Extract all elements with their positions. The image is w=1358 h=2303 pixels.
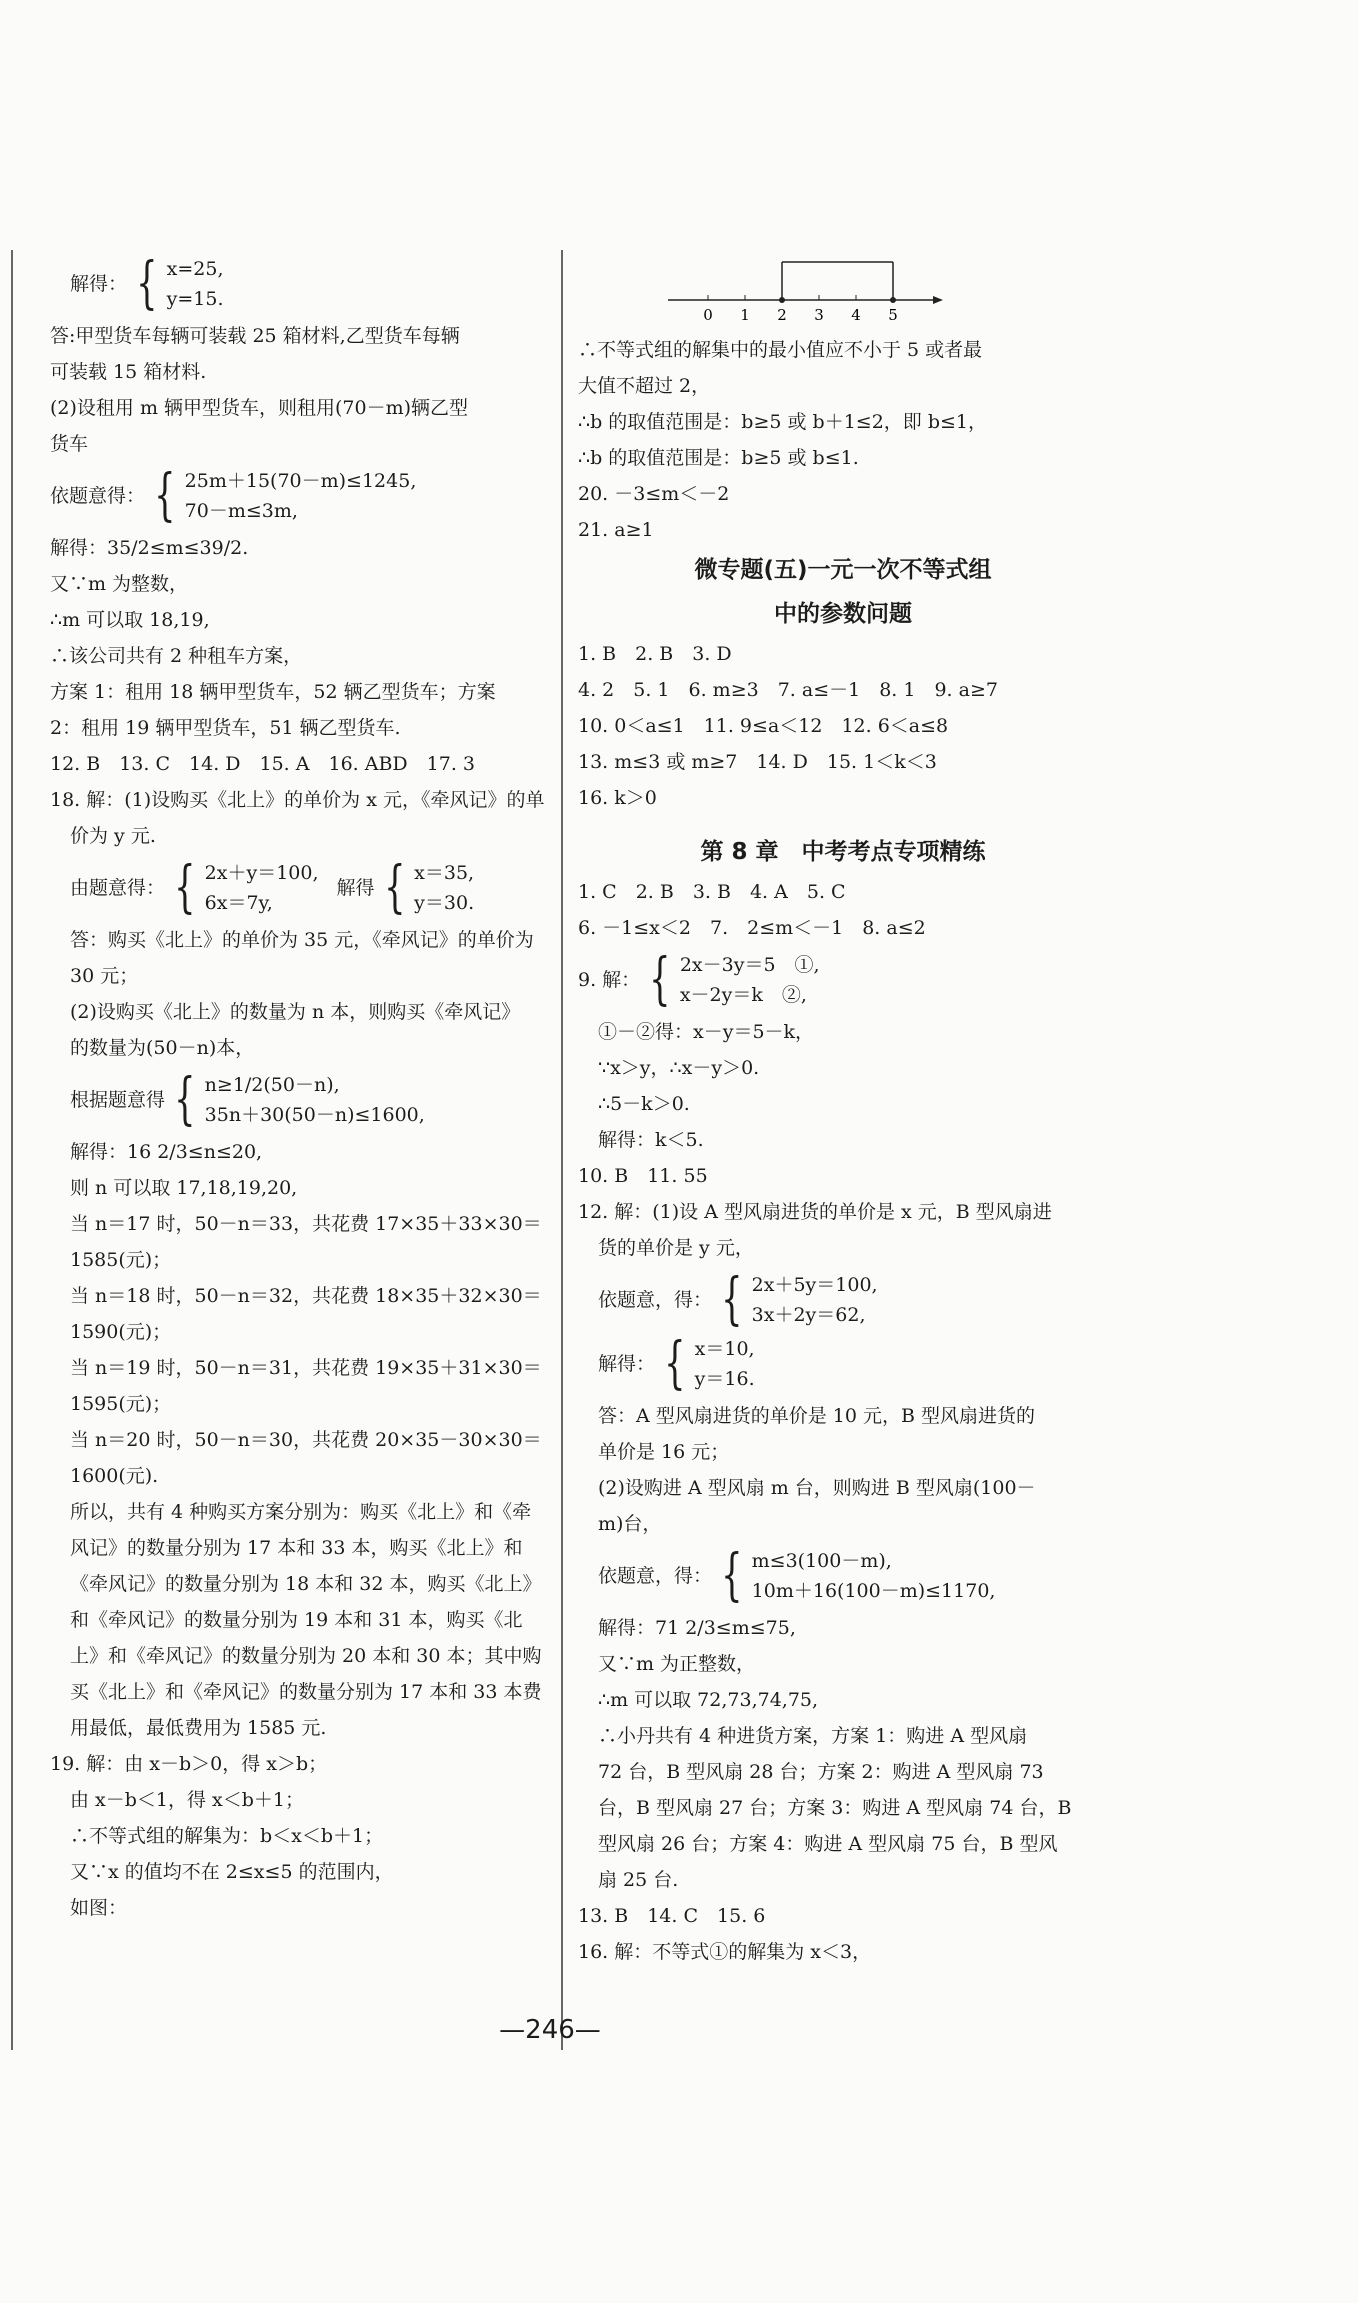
left-column xyxy=(50,250,555,1926)
tick-label: 4 xyxy=(851,306,861,324)
text-line: 18. 解：(1)设购买《北上》的单价为 x 元，《牵风记》的单 xyxy=(50,789,545,811)
text-line: 20. －3≤m＜－2 xyxy=(578,483,730,505)
chapter-heading: 第 8 章 中考考点专项精练 xyxy=(700,839,986,865)
brace: { xyxy=(721,1267,743,1332)
text-line: 10. 0＜a≤1 11. 9≤a＜12 12. 6＜a≤8 xyxy=(578,715,949,737)
equation: y=15. xyxy=(166,288,224,310)
column-divider xyxy=(561,250,563,2050)
tick-label: 2 xyxy=(777,306,787,324)
text-line: 1. C 2. B 3. B 4. A 5. C xyxy=(578,881,846,903)
equation: 10m＋16(100－m)≤1170, xyxy=(751,1580,996,1602)
equation: 6x＝7y, xyxy=(204,892,273,914)
brace: { xyxy=(174,855,196,920)
equation: y＝30. xyxy=(414,892,475,914)
text-line: 解得： xyxy=(598,1353,656,1375)
equation-system-7 xyxy=(578,1267,1108,1332)
tick-label: 0 xyxy=(703,306,713,324)
text-line: 当 n＝20 时，50－n＝30，共花费 20×35－30×30＝ xyxy=(70,1429,542,1451)
text-line: 由 x－b＜1，得 x＜b＋1； xyxy=(70,1789,305,1811)
text-line: 1590(元)； xyxy=(70,1321,172,1343)
text-line: 4. 2 5. 1 6. m≥3 7. a≤－1 8. 1 9. a≥7 xyxy=(578,679,998,701)
text-line: 大值不超过 2， xyxy=(578,375,711,397)
text-line: 19. 解：由 x－b＞0，得 x＞b； xyxy=(50,1753,328,1775)
text-line: 依题意，得： xyxy=(598,1289,713,1311)
text-line: 13. B 14. C 15. 6 xyxy=(578,1905,766,1927)
text-line: 72 台，B 型风扇 28 台；方案 2：购进 A 型风扇 73 xyxy=(598,1761,1044,1783)
text-line: 1. B 2. B 3. D xyxy=(578,643,732,665)
text-line: 答：购买《北上》的单价为 35 元，《牵风记》的单价为 xyxy=(70,929,534,951)
text-line: 当 n＝17 时，50－n＝33，共花费 17×35＋33×30＝ xyxy=(70,1213,542,1235)
section-heading: 中的参数问题 xyxy=(774,601,912,627)
text-line: ∴不等式组的解集为：b＜x＜b＋1； xyxy=(70,1825,384,1847)
text-line: 台，B 型风扇 27 台；方案 3：购进 A 型风扇 74 台，B xyxy=(598,1797,1072,1819)
text-line: 货车 xyxy=(50,433,89,455)
tick-label: 3 xyxy=(814,306,824,324)
text-line: ∴m 可以取 18,19, xyxy=(50,609,210,631)
tick-label: 1 xyxy=(740,306,750,324)
text-line: ①－②得：x－y＝5－k， xyxy=(598,1021,815,1043)
inequality-system-9 xyxy=(578,1543,1108,1608)
equation: 25m＋15(70－m)≤1245, xyxy=(184,470,417,492)
equation: y＝16. xyxy=(694,1368,755,1390)
brace: { xyxy=(154,463,176,528)
brace: { xyxy=(174,1067,196,1132)
equation: 35n＋30(50－n)≤1600, xyxy=(204,1104,425,1126)
section-heading: 微专题(五)一元一次不等式组 xyxy=(694,557,992,583)
text-line: 12. 解：(1)设 A 型风扇进货的单价是 x 元，B 型风扇进 xyxy=(578,1201,1052,1223)
text-line: 1600(元). xyxy=(70,1465,159,1487)
text-line: 扇 25 台. xyxy=(598,1869,679,1891)
text-line: 由题意得： xyxy=(70,877,166,899)
text-line: 型风扇 26 台；方案 4：购进 A 型风扇 75 台，B 型风 xyxy=(598,1833,1058,1855)
text-line: 10. B 11. 55 xyxy=(578,1165,708,1187)
text-line: 16. k＞0 xyxy=(578,787,657,809)
text-line: (2)设购买《北上》的数量为 n 本，则购买《牵风记》 xyxy=(70,1001,521,1023)
text-line: 解得：35/2≤m≤39/2. xyxy=(50,537,249,559)
text-line: 1585(元)； xyxy=(70,1249,172,1271)
text-line: ∴该公司共有 2 种租车方案， xyxy=(50,645,303,667)
tick-label: 5 xyxy=(888,306,898,324)
brace: { xyxy=(664,1331,686,1396)
equation: 3x＋2y＝62, xyxy=(751,1304,866,1326)
text-line: ∵x＞y，∴x－y＞0. xyxy=(598,1057,760,1079)
text-line: 答:甲型货车每辆可装载 25 箱材料,乙型货车每辆 xyxy=(50,325,460,347)
text-line: 根据题意得 xyxy=(70,1089,166,1111)
text-line: ∴5－k＞0. xyxy=(598,1093,690,1115)
text-line: 解得：16 2/3≤n≤20, xyxy=(70,1141,263,1163)
text-line: 30 元； xyxy=(70,965,139,987)
text-line: 单价是 16 元； xyxy=(598,1441,730,1463)
text-line: ∴b 的取值范围是：b≥5 或 b＋1≤2，即 b≤1， xyxy=(578,411,988,433)
text-line: m)台， xyxy=(598,1513,662,1535)
arrow-icon xyxy=(933,296,943,304)
equation-system-6 xyxy=(578,947,1108,1012)
text-line: 用最低，最低费用为 1585 元. xyxy=(70,1717,327,1739)
equation: 2x＋y＝100, xyxy=(204,862,319,884)
text-line: 2：租用 19 辆甲型货车，51 辆乙型货车. xyxy=(50,717,401,739)
equation-system-2 xyxy=(50,855,555,920)
text-line: 21. a≥1 xyxy=(578,519,654,541)
equation: 2x＋5y＝100, xyxy=(751,1274,878,1296)
text-line: 1595(元)； xyxy=(70,1393,172,1415)
number-line-figure xyxy=(668,254,958,324)
text-line: 又∵x 的值均不在 2≤x≤5 的范围内， xyxy=(70,1861,394,1883)
text-line: 13. m≤3 或 m≥7 14. D 15. 1＜k＜3 xyxy=(578,751,937,773)
text-line: 上》和《牵风记》的数量分别为 20 本和 30 本；其中购 xyxy=(70,1645,542,1667)
left-margin-rule xyxy=(11,250,13,2050)
page-number: —246— xyxy=(499,2015,601,2045)
text-line: ∴b 的取值范围是：b≥5 或 b≤1. xyxy=(578,447,859,469)
text-line: 依题意，得： xyxy=(598,1565,713,1587)
brace: { xyxy=(721,1543,743,1608)
text-line: 解得：71 2/3≤m≤75, xyxy=(598,1617,796,1639)
equation: x＝10, xyxy=(694,1338,755,1360)
equation: x－2y＝k ②, xyxy=(679,984,807,1006)
brace: { xyxy=(383,855,406,920)
text-line: 16. 解：不等式①的解集为 x＜3， xyxy=(578,1941,872,1963)
text-line: 方案 1：租用 18 辆甲型货车，52 辆乙型货车；方案 xyxy=(50,681,496,703)
equation: n≥1/2(50－n), xyxy=(204,1074,340,1096)
text-line: 可装载 15 箱材料. xyxy=(50,361,207,383)
text-line: 货的单价是 y 元， xyxy=(598,1237,754,1259)
text-line: 答：A 型风扇进货的单价是 10 元，B 型风扇进货的 xyxy=(598,1405,1036,1427)
brace: { xyxy=(649,947,671,1012)
text-line: 价为 y 元. xyxy=(70,825,156,847)
text-line: 当 n＝18 时，50－n＝32，共花费 18×35＋32×30＝ xyxy=(70,1285,542,1307)
text-line: 又∵m 为整数， xyxy=(50,573,189,595)
text-line: 买《北上》和《牵风记》的数量分别为 17 本和 33 本费 xyxy=(70,1681,542,1703)
text-line: 风记》的数量分别为 17 本和 33 本，购买《北上》和 xyxy=(70,1537,523,1559)
inequality-system-2 xyxy=(50,1067,555,1132)
inequality-system-1 xyxy=(50,463,555,528)
text-line: (2)设购进 A 型风扇 m 台，则购进 B 型风扇(100－ xyxy=(598,1477,1036,1499)
text-line: ∴不等式组的解集中的最小值应不小于 5 或者最 xyxy=(578,339,983,361)
text-line: 《牵风记》的数量分别为 18 本和 32 本，购买《北上》 xyxy=(70,1573,542,1595)
equation: x=25, xyxy=(166,258,224,280)
text-line: 6. －1≤x＜2 7. 2≤m＜－1 8. a≤2 xyxy=(578,917,926,939)
brace: { xyxy=(136,251,158,316)
equation: 70－m≤3m, xyxy=(184,500,298,522)
equation: m≤3(100－m), xyxy=(751,1550,892,1572)
text-line: 当 n＝19 时，50－n＝31，共花费 19×35＋31×30＝ xyxy=(70,1357,542,1379)
text-line: 12. B 13. C 14. D 15. A 16. ABD 17. 3 xyxy=(50,753,475,775)
text-line: 解得：k＜5. xyxy=(598,1129,704,1151)
text-line: 如图： xyxy=(70,1897,128,1919)
text-line: 又∵m 为正整数， xyxy=(598,1653,756,1675)
text-line: 则 n 可以取 17,18,19,20, xyxy=(70,1177,298,1199)
equation: x＝35, xyxy=(414,862,475,884)
text-line: (2)设租用 m 辆甲型货车，则租用(70－m)辆乙型 xyxy=(50,397,469,419)
equation: 2x－3y＝5 ①, xyxy=(679,954,820,976)
text-line: ∴小丹共有 4 种进货方案，方案 1：购进 A 型风扇 xyxy=(598,1725,1028,1747)
text-line: ∴m 可以取 72,73,74,75, xyxy=(598,1689,819,1711)
text-line: 9. 解： xyxy=(578,969,641,991)
text-line: 的数量为(50－n)本， xyxy=(70,1037,255,1059)
text-line: 解得 xyxy=(336,877,375,899)
text-line: 所以，共有 4 种购买方案分别为：购买《北上》和《牵 xyxy=(70,1501,532,1523)
text-line: 依题意得： xyxy=(50,485,146,507)
solution-system-1 xyxy=(50,251,555,316)
solution-system-8 xyxy=(578,1331,1108,1396)
text-line: 和《牵风记》的数量分别为 19 本和 31 本，购买《北 xyxy=(70,1609,523,1631)
right-column xyxy=(578,250,1108,1970)
text-line: 解得： xyxy=(70,273,128,295)
